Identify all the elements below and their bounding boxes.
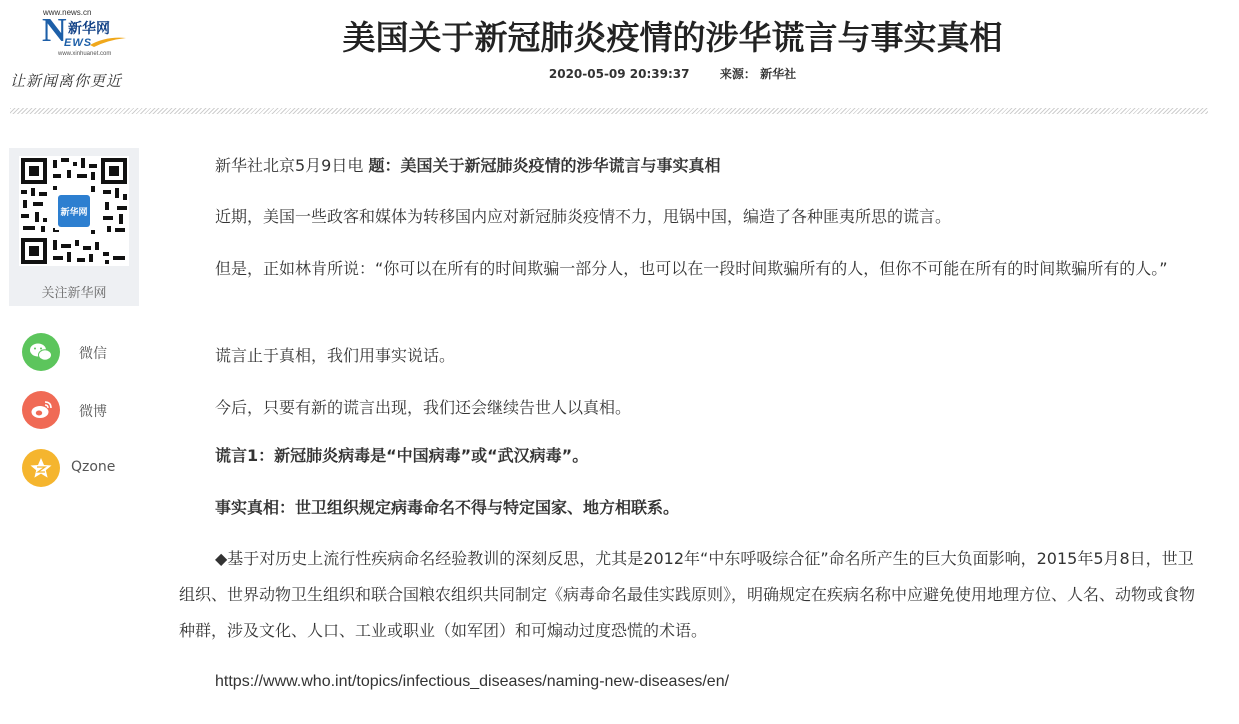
paragraph-quote: 但是，正如林肯所说：“你可以在所有的时间欺骗一部分人，也可以在一段时间欺骗所有的人，但你不可能在所有的时间欺骗所有的人。” — [215, 259, 1168, 278]
share-weibo-button[interactable] — [22, 391, 162, 429]
article-meta — [200, 65, 1145, 82]
logo-brand-text: 新华网 — [68, 21, 110, 37]
paragraph: 今后，只要有新的谎言出现，我们还会继续告世人以真相。 — [215, 398, 632, 417]
source-name: 新华社 — [760, 67, 797, 81]
fact-heading: 事实真相：世卫组织规定病毒命名不得与特定国家、地方相联系。 — [215, 498, 680, 517]
paragraph-fact-detail: ◆基于对历史上流行性疾病命名经验教训的深刻反思，尤其是2012年“中东呼吸综合征”命名所产生的巨大负面影响，2015年5月8日，世卫组织、世界动物卫生组织和联合国粮农组织共同制定《病毒命名最佳实践原则》，明确规定在疾病名称中应避免使用地理方位、人名、动物或食物种群，涉及文化、人口、工业或职业（如军团）和可煽动过度恐慌的术语。 — [179, 549, 1196, 640]
qr-center-text: 新华网 — [60, 208, 88, 218]
share-wechat-button[interactable] — [22, 333, 162, 371]
paragraph: 谎言止于真相，我们用事实说话。 — [215, 346, 456, 365]
share-qzone-button[interactable] — [22, 449, 162, 487]
lie-heading: 谎言1：新冠肺炎病毒是“中国病毒”或“武汉病毒”。 — [215, 446, 589, 465]
dateline-title: 题：美国关于新冠肺炎疫情的涉华谎言与事实真相 — [368, 156, 721, 175]
article-title: 美国关于新冠肺炎疫情的涉华谎言与事实真相 — [342, 18, 1003, 57]
qzone-icon — [22, 449, 60, 487]
logo-sub-url: www.xinhuanet.com — [58, 51, 112, 57]
dateline-text: 新华社北京5月9日电 — [215, 156, 369, 175]
header-divider — [10, 108, 1208, 114]
qr-caption: 关注新华网 — [41, 286, 107, 301]
weibo-icon — [22, 391, 60, 429]
logo-news-text: EWS — [64, 37, 93, 49]
logo-swoosh-icon — [88, 34, 128, 48]
publish-datetime: 2020-05-09 20:39:37 — [548, 67, 690, 81]
share-weibo-label: 微博 — [79, 404, 107, 420]
logo-url-text: www.news.cn — [43, 8, 92, 17]
share-wechat-label: 微信 — [79, 346, 107, 362]
logo-slogan: 让新闻离你更近 — [10, 72, 123, 90]
source-label: 来源： — [719, 67, 756, 81]
paragraph-dateline — [179, 148, 1199, 184]
wechat-icon — [22, 333, 60, 371]
paragraph: 近期，美国一些政客和媒体为转移国内应对新冠肺炎疫情不力，甩锅中国，编造了各种匪夷所思的谎言。 — [215, 207, 952, 226]
xinhuanet-logo[interactable] — [10, 6, 145, 91]
who-link[interactable]: https://www.who.int/topics/infectious_diseases/naming-new-diseases/en/ — [215, 673, 730, 690]
qr-follow-card — [9, 148, 139, 306]
share-qzone-label: Qzone — [71, 459, 116, 475]
logo-letter-n: N — [42, 12, 65, 49]
qr-code-icon — [19, 156, 129, 266]
